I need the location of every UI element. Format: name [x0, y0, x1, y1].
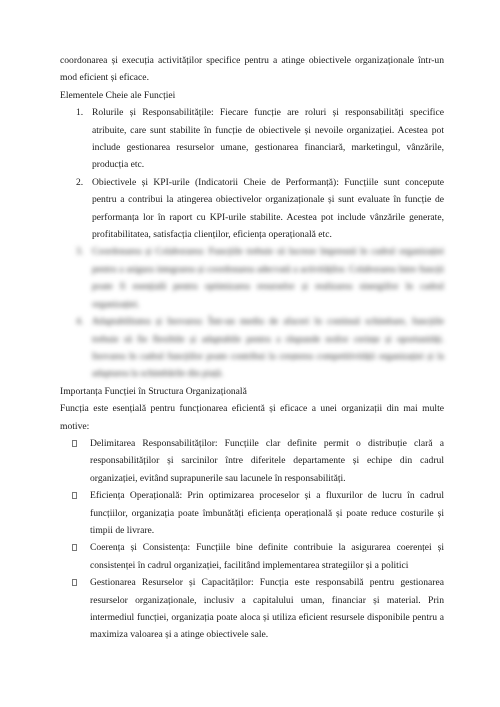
list-item: [60, 574, 444, 644]
list-item-text: Adaptabilitatea și Inovarea: Într-un mediu de afaceri în continuă schimbare, funcțiile trebuie să fie flexibile și adaptabile pentru a răspunde noilor cerințe și oportunități. Inovarea în cadrul funcțiilor poate contribui la creșterea competitivității organizației și la adaptarea la schimbările din piață.: [92, 316, 444, 380]
importance-list: [60, 435, 444, 644]
list-number: 4.: [76, 316, 84, 328]
list-item-text: Coordonarea și Colaborarea: Funcțiile trebuie să lucreze împreună în cadrul organizației pentru a asigura integrarea și coordonarea adecvată a activităților. Colaborarea între funcții poate fi esențială pentru optimizarea resurselor și realizarea sinergiilor în cadrul organizației.: [92, 246, 444, 310]
bullet-box-icon: [72, 440, 77, 447]
list-item-blurred: [60, 313, 444, 383]
list-number: 1.: [76, 107, 84, 119]
section-heading-key-elements: Elementele Cheie ale Funcției: [60, 89, 176, 101]
list-item-text: Gestionarea Resurselor și Capacităților: Funcția este responsabilă pentru gestionarea resurselor organizaționale, inclusiv a capitalului uman, financiar și material. Prin intermediul funcției, organizația poate aloca și utiliza eficient resursele disponibile pentru a maximiza valoarea și a atinge obiectivele sale.: [90, 577, 444, 641]
list-item-text: Coerența și Consistența: Funcțiile bine definite contribuie la asigurarea coerenței și consistenței în cadrul organizației, facilitând implementarea strategiilor și a politici: [90, 542, 444, 571]
list-item-text: Delimitarea Responsabilităților: Funcțiile clar definite permit o distribuție clară a responsabilităților și sarcinilor între diferitele departamente și echipe din cadrul organizației, evitând suprapunerile sau lacunele în responsabilități.: [90, 437, 444, 484]
list-item: [60, 539, 444, 574]
bullet-box-icon: [72, 579, 77, 586]
list-item: [60, 104, 444, 174]
list-item-blurred: [60, 243, 444, 313]
list-item-text: Obiectivele și KPI-urile (Indicatorii Cheie de Performanță): Funcțiile sunt concepute pentru a contribui la atingerea obiectivelor organizaționale și sunt evaluate în funcție de performanța lor în raport cu KPI-urile stabilite. Acestea pot include vânzările generate, profitabilitatea, satisfacția clienților, eficiența operațională etc.: [92, 176, 444, 241]
list-item-text: Rolurile și Responsabilitățile: Fiecare funcție are roluri și responsabilități specifice atribuite, care sunt stabilite în funcție de obiectivele și nevoile organizației. Acestea pot include gestionarea resurselor umane, gestionarea financiară, marketingul, vânzările, producția etc.: [92, 107, 444, 171]
list-item: [60, 174, 444, 244]
bullet-box-icon: [72, 492, 77, 499]
section-heading-importance: Importanța Funcției în Structura Organizațională: [60, 385, 247, 397]
list-item-text: Eficiența Operațională: Prin optimizarea proceselor și a fluxurilor de lucru în cadrul funcțiilor, organizația poate îmbunătăți eficiența operațională și poate reduce costurile și timpii de livrare.: [90, 490, 444, 536]
list-item: [60, 435, 444, 487]
list-number: 3.: [76, 246, 84, 258]
importance-intro: Funcția este esențială pentru funcționarea eficientă și eficace a unei organizații din mai multe motive:: [60, 403, 444, 432]
key-elements-list: [60, 104, 444, 383]
bullet-box-icon: [72, 544, 77, 551]
intro-paragraph: coordonarea și execuția activităților specifice pentru a atinge obiectivele organizaționale într-un mod eficient și eficace.: [60, 55, 444, 84]
list-item: [60, 487, 444, 539]
list-number: 2.: [76, 176, 84, 188]
